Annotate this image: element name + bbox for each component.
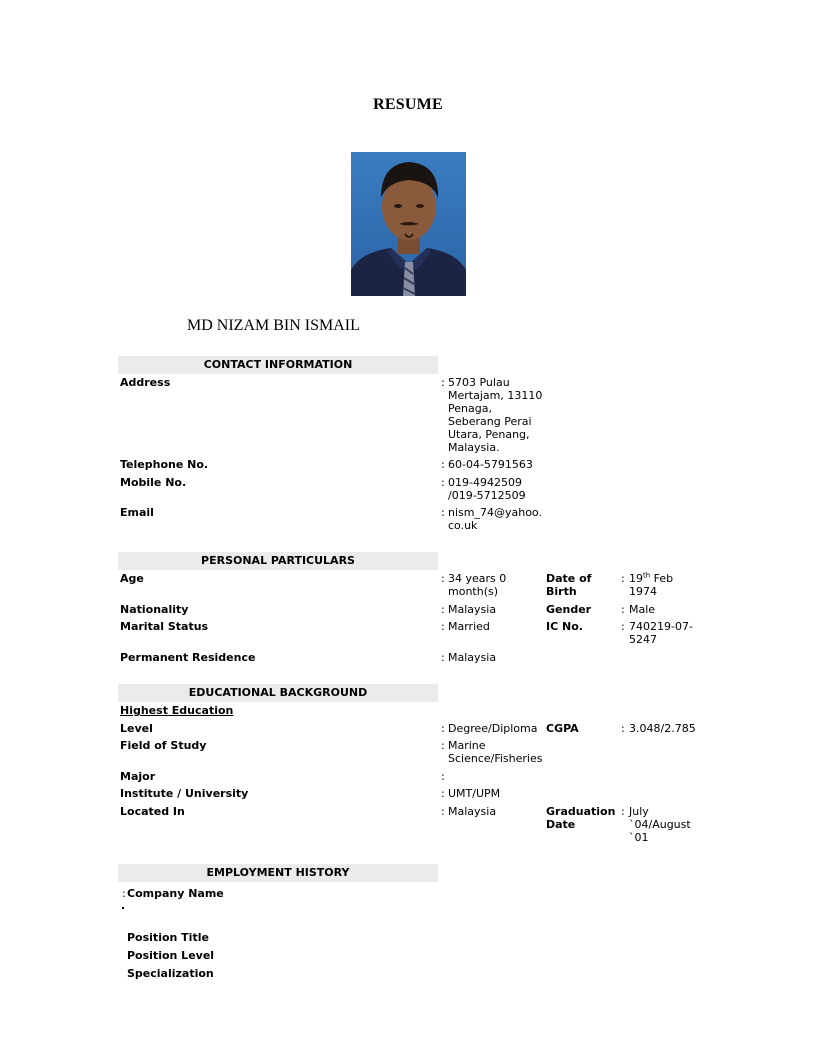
dob-year: 1974 <box>629 585 657 598</box>
marital-label: Marital Status <box>120 620 209 633</box>
field-line: Science/Fisheries <box>448 752 543 765</box>
cgpa-label: CGPA <box>546 722 579 735</box>
marital-value: Married <box>448 620 490 633</box>
applicant-name: MD NIZAM BIN ISMAIL <box>187 317 360 334</box>
residence-label: Permanent Residence <box>120 651 256 664</box>
colon-separator: : <box>621 603 625 616</box>
colon-separator: : <box>441 476 445 489</box>
graduation-value <box>629 805 691 844</box>
colon-separator: : <box>441 506 445 519</box>
colon-separator: : <box>621 620 625 633</box>
colon-separator: : <box>441 787 445 800</box>
address-line: Malaysia. <box>448 441 500 454</box>
bullet-dot <box>122 907 124 909</box>
age-line: month(s) <box>448 585 499 598</box>
colon-separator: : <box>441 805 445 818</box>
ic-value <box>629 620 693 646</box>
colon-separator: : <box>441 620 445 633</box>
specialization-label: Specialization <box>127 967 214 980</box>
field-value <box>448 739 542 765</box>
graduation-line: `01 <box>629 831 649 844</box>
graduation-label <box>546 805 615 831</box>
gender-value: Male <box>629 603 656 616</box>
address-value <box>448 376 542 454</box>
institute-label: Institute / University <box>120 787 249 800</box>
email-value <box>448 506 542 532</box>
email-line: co.uk <box>448 519 478 532</box>
age-line: 34 years 0 <box>448 572 507 585</box>
colon-separator: : <box>441 572 445 585</box>
position-title-label: Position Title <box>127 931 209 944</box>
position-level-label: Position Level <box>127 949 215 962</box>
colon-separator: : <box>441 376 445 389</box>
residence-value: Malaysia <box>448 651 497 664</box>
address-line: Utara, Penang, <box>448 428 530 441</box>
mobile-line: 019-4942509 <box>448 476 522 489</box>
resume-title: RESUME <box>373 96 443 113</box>
email-line: nism_74@yahoo. <box>448 506 542 519</box>
located-label: Located In <box>120 805 185 818</box>
major-label: Major <box>120 770 156 783</box>
colon-separator: : <box>441 739 445 752</box>
dob-label <box>546 572 591 598</box>
level-value: Degree/Diploma <box>448 722 538 735</box>
profile-photo <box>351 152 466 296</box>
colon-separator: : <box>441 770 445 783</box>
telephone-value: 60-04-5791563 <box>448 458 533 471</box>
address-line: 5703 Pulau <box>448 376 510 389</box>
located-value: Malaysia <box>448 805 497 818</box>
employment-section-heading: EMPLOYMENT HISTORY <box>118 864 438 882</box>
telephone-label: Telephone No. <box>120 458 209 471</box>
dob-label-line: Birth <box>546 585 577 598</box>
dob-day: 19 <box>629 572 643 585</box>
graduation-label-line: Graduation <box>546 805 616 818</box>
colon-separator: : <box>621 805 625 818</box>
mobile-label: Mobile No. <box>120 476 187 489</box>
ic-line: 5247 <box>629 633 657 646</box>
dob-suffix: th <box>643 571 651 580</box>
personal-section-heading: PERSONAL PARTICULARS <box>118 552 438 570</box>
cgpa-value: 3.048/2.785 <box>629 722 696 735</box>
colon-separator: : <box>441 722 445 735</box>
address-line: Penaga, <box>448 402 492 415</box>
nationality-label: Nationality <box>120 603 189 616</box>
dob-value <box>629 572 673 598</box>
age-value <box>448 572 506 598</box>
education-section-heading: EDUCATIONAL BACKGROUND <box>118 684 438 702</box>
gender-label: Gender <box>546 603 592 616</box>
portrait-photo-icon <box>351 152 466 296</box>
ic-line: 740219-07- <box>629 620 693 633</box>
mobile-line: /019-5712509 <box>448 489 526 502</box>
colon-separator: : <box>122 887 126 900</box>
field-label: Field of Study <box>120 739 207 752</box>
graduation-line: July <box>629 805 649 818</box>
institute-value: UMT/UPM <box>448 787 501 800</box>
colon-separator: : <box>441 458 445 471</box>
colon-separator: : <box>441 651 445 664</box>
graduation-label-line: Date <box>546 818 576 831</box>
address-line: Mertajam, 13110 <box>448 389 543 402</box>
company-label: Company Name <box>127 887 224 900</box>
colon-separator: : <box>621 722 625 735</box>
graduation-line: `04/August <box>629 818 691 831</box>
email-label: Email <box>120 506 154 519</box>
level-label: Level <box>120 722 153 735</box>
address-line: Seberang Perai <box>448 415 532 428</box>
contact-section-heading: CONTACT INFORMATION <box>118 356 438 374</box>
field-line: Marine <box>448 739 486 752</box>
ic-label: IC No. <box>546 620 583 633</box>
address-label: Address <box>120 376 171 389</box>
dob-month: Feb <box>650 572 674 585</box>
mobile-value <box>448 476 526 502</box>
highest-education-subheading: Highest Education <box>120 704 234 717</box>
nationality-value: Malaysia <box>448 603 497 616</box>
age-label: Age <box>120 572 144 585</box>
colon-separator: : <box>441 603 445 616</box>
colon-separator: : <box>621 572 625 585</box>
dob-label-line: Date of <box>546 572 592 585</box>
